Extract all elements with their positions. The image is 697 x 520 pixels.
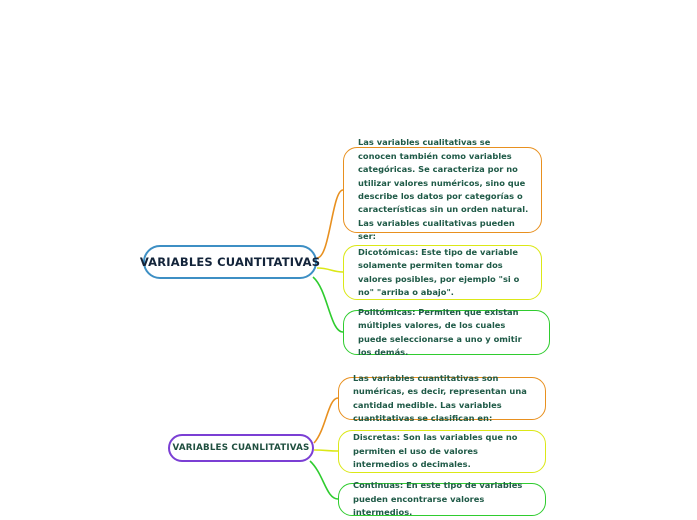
leaf-text: Politómicas: Permiten que existan múltiples valores, de los cuales puede seleccionarse a uno y omitir los demás. xyxy=(358,306,522,357)
leaf-cualitativas-definicion[interactable] xyxy=(343,137,542,242)
leaf-continuas[interactable] xyxy=(338,480,546,518)
leaf-dicotomicas[interactable] xyxy=(343,245,542,300)
leaf-text: Continuas: En este tipo de variables pueden encontrarse valores intermedios. xyxy=(353,480,523,518)
connector-politomicas xyxy=(313,277,343,332)
connector-dicotomicas xyxy=(317,268,343,272)
connector-cuant-def xyxy=(314,398,338,443)
leaf-discretas[interactable] xyxy=(338,430,546,473)
node-label: VARIABLES CUANTITATIVAS xyxy=(139,255,321,269)
leaf-text: Discretas: Son las variables que no permiten el uso de valores intermedios o decimales. xyxy=(353,432,518,470)
leaf-text: Las variables cualitativas se conocen también como variables categóricas. Se caracteriza por no utilizar valores numéricos, sino que describe los datos por categorías o características sin un orden natural. Las variables cualitativas pueden ser: xyxy=(358,137,529,242)
node-variables-cuanlitativas[interactable] xyxy=(168,434,314,462)
connector-discretas xyxy=(314,450,338,451)
leaf-cuantitativas-definicion[interactable] xyxy=(338,372,546,423)
leaf-politomicas[interactable] xyxy=(343,306,550,357)
leaf-text: Dicotómicas: Este tipo de variable solamente permiten tomar dos valores posibles, por ejemplo "si o no" "arriba o abajo". xyxy=(358,246,520,297)
connector-continuas xyxy=(310,461,338,499)
leaf-text: Las variables cuantitativas son numéricas, es decir, representan una cantidad medible. Las variables cuantitativas se clasifican en: xyxy=(353,372,527,423)
node-variables-cuantitativas[interactable] xyxy=(139,245,321,279)
connector-cual-def xyxy=(317,190,343,258)
node-label: VARIABLES CUANLITATIVAS xyxy=(172,443,310,453)
